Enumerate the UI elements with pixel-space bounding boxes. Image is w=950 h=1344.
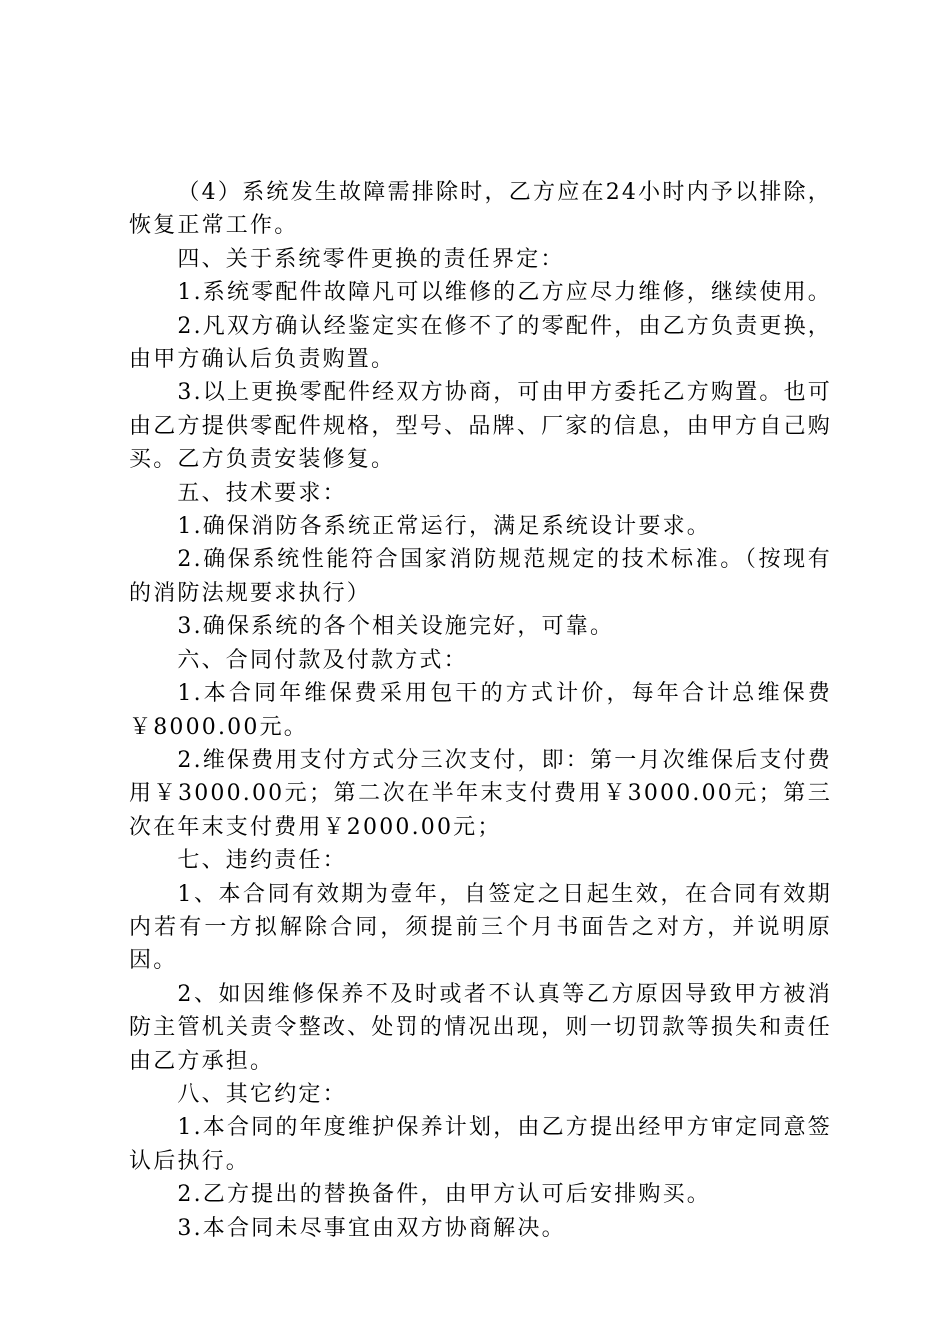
- paragraph-liability-2: 2、如因维修保养不及时或者不认真等乙方原因导致甲方被消防主管机关责令整改、处罚的情况出现，则一切罚款等损失和责任由乙方承担。: [129, 981, 832, 1074]
- paragraph-parts-1: 1.系统零配件故障凡可以维修的乙方应尽力维修，继续使用。: [177, 280, 832, 306]
- paragraph-tech-1: 1.确保消防各系统正常运行，满足系统设计要求。: [177, 514, 711, 540]
- paragraph-fault-repair: （4）系统发生故障需排除时，乙方应在24小时内予以排除，恢复正常工作。: [129, 180, 832, 239]
- paragraph-other-1: 1.本合同的年度维护保养计划，由乙方提出经甲方审定同意签认后执行。: [129, 1115, 832, 1174]
- heading-parts-replacement: 四、关于系统零件更换的责任界定：: [177, 246, 565, 272]
- document-body: [129, 176, 832, 1245]
- paragraph-tech-2: 2.确保系统性能符合国家消防规范规定的技术标准。（按现有的消防法规要求执行）: [129, 547, 832, 606]
- paragraph-tech-3: 3.确保系统的各个相关设施完好，可靠。: [177, 614, 615, 640]
- heading-other-terms: 八、其它约定：: [177, 1081, 347, 1107]
- paragraph-parts-2: 2.凡双方确认经鉴定实在修不了的零配件，由乙方负责更换，由甲方确认后负责购置。: [129, 313, 832, 373]
- paragraph-payment-1: 1.本合同年维保费采用包干的方式计价，每年合计总维保费￥8000.00元。: [129, 681, 832, 740]
- paragraph-payment-2: 2.维保费用支付方式分三次支付，即：第一月次维保后支付费用￥3000.00元；第二次在半年末支付费用￥3000.00元；第三次在年末支付费用￥2000.00元；: [129, 747, 832, 840]
- heading-technical-requirements: 五、技术要求：: [177, 480, 347, 506]
- paragraph-parts-3: 3.以上更换零配件经双方协商，可由甲方委托乙方购置。也可由乙方提供零配件规格，型号、品牌、厂家的信息，由甲方自己购买。乙方负责安装修复。: [129, 380, 832, 473]
- heading-payment: 六、合同付款及付款方式：: [177, 647, 468, 673]
- paragraph-other-2: 2.乙方提出的替换备件，由甲方认可后安排购买。: [177, 1182, 711, 1208]
- paragraph-other-3: 3.本合同未尽事宜由双方协商解决。: [177, 1215, 566, 1241]
- paragraph-liability-1: 1、本合同有效期为壹年，自签定之日起生效，在合同有效期内若有一方拟解除合同，须提前三个月书面告之对方，并说明原因。: [129, 881, 832, 974]
- heading-liability: 七、违约责任：: [177, 848, 347, 874]
